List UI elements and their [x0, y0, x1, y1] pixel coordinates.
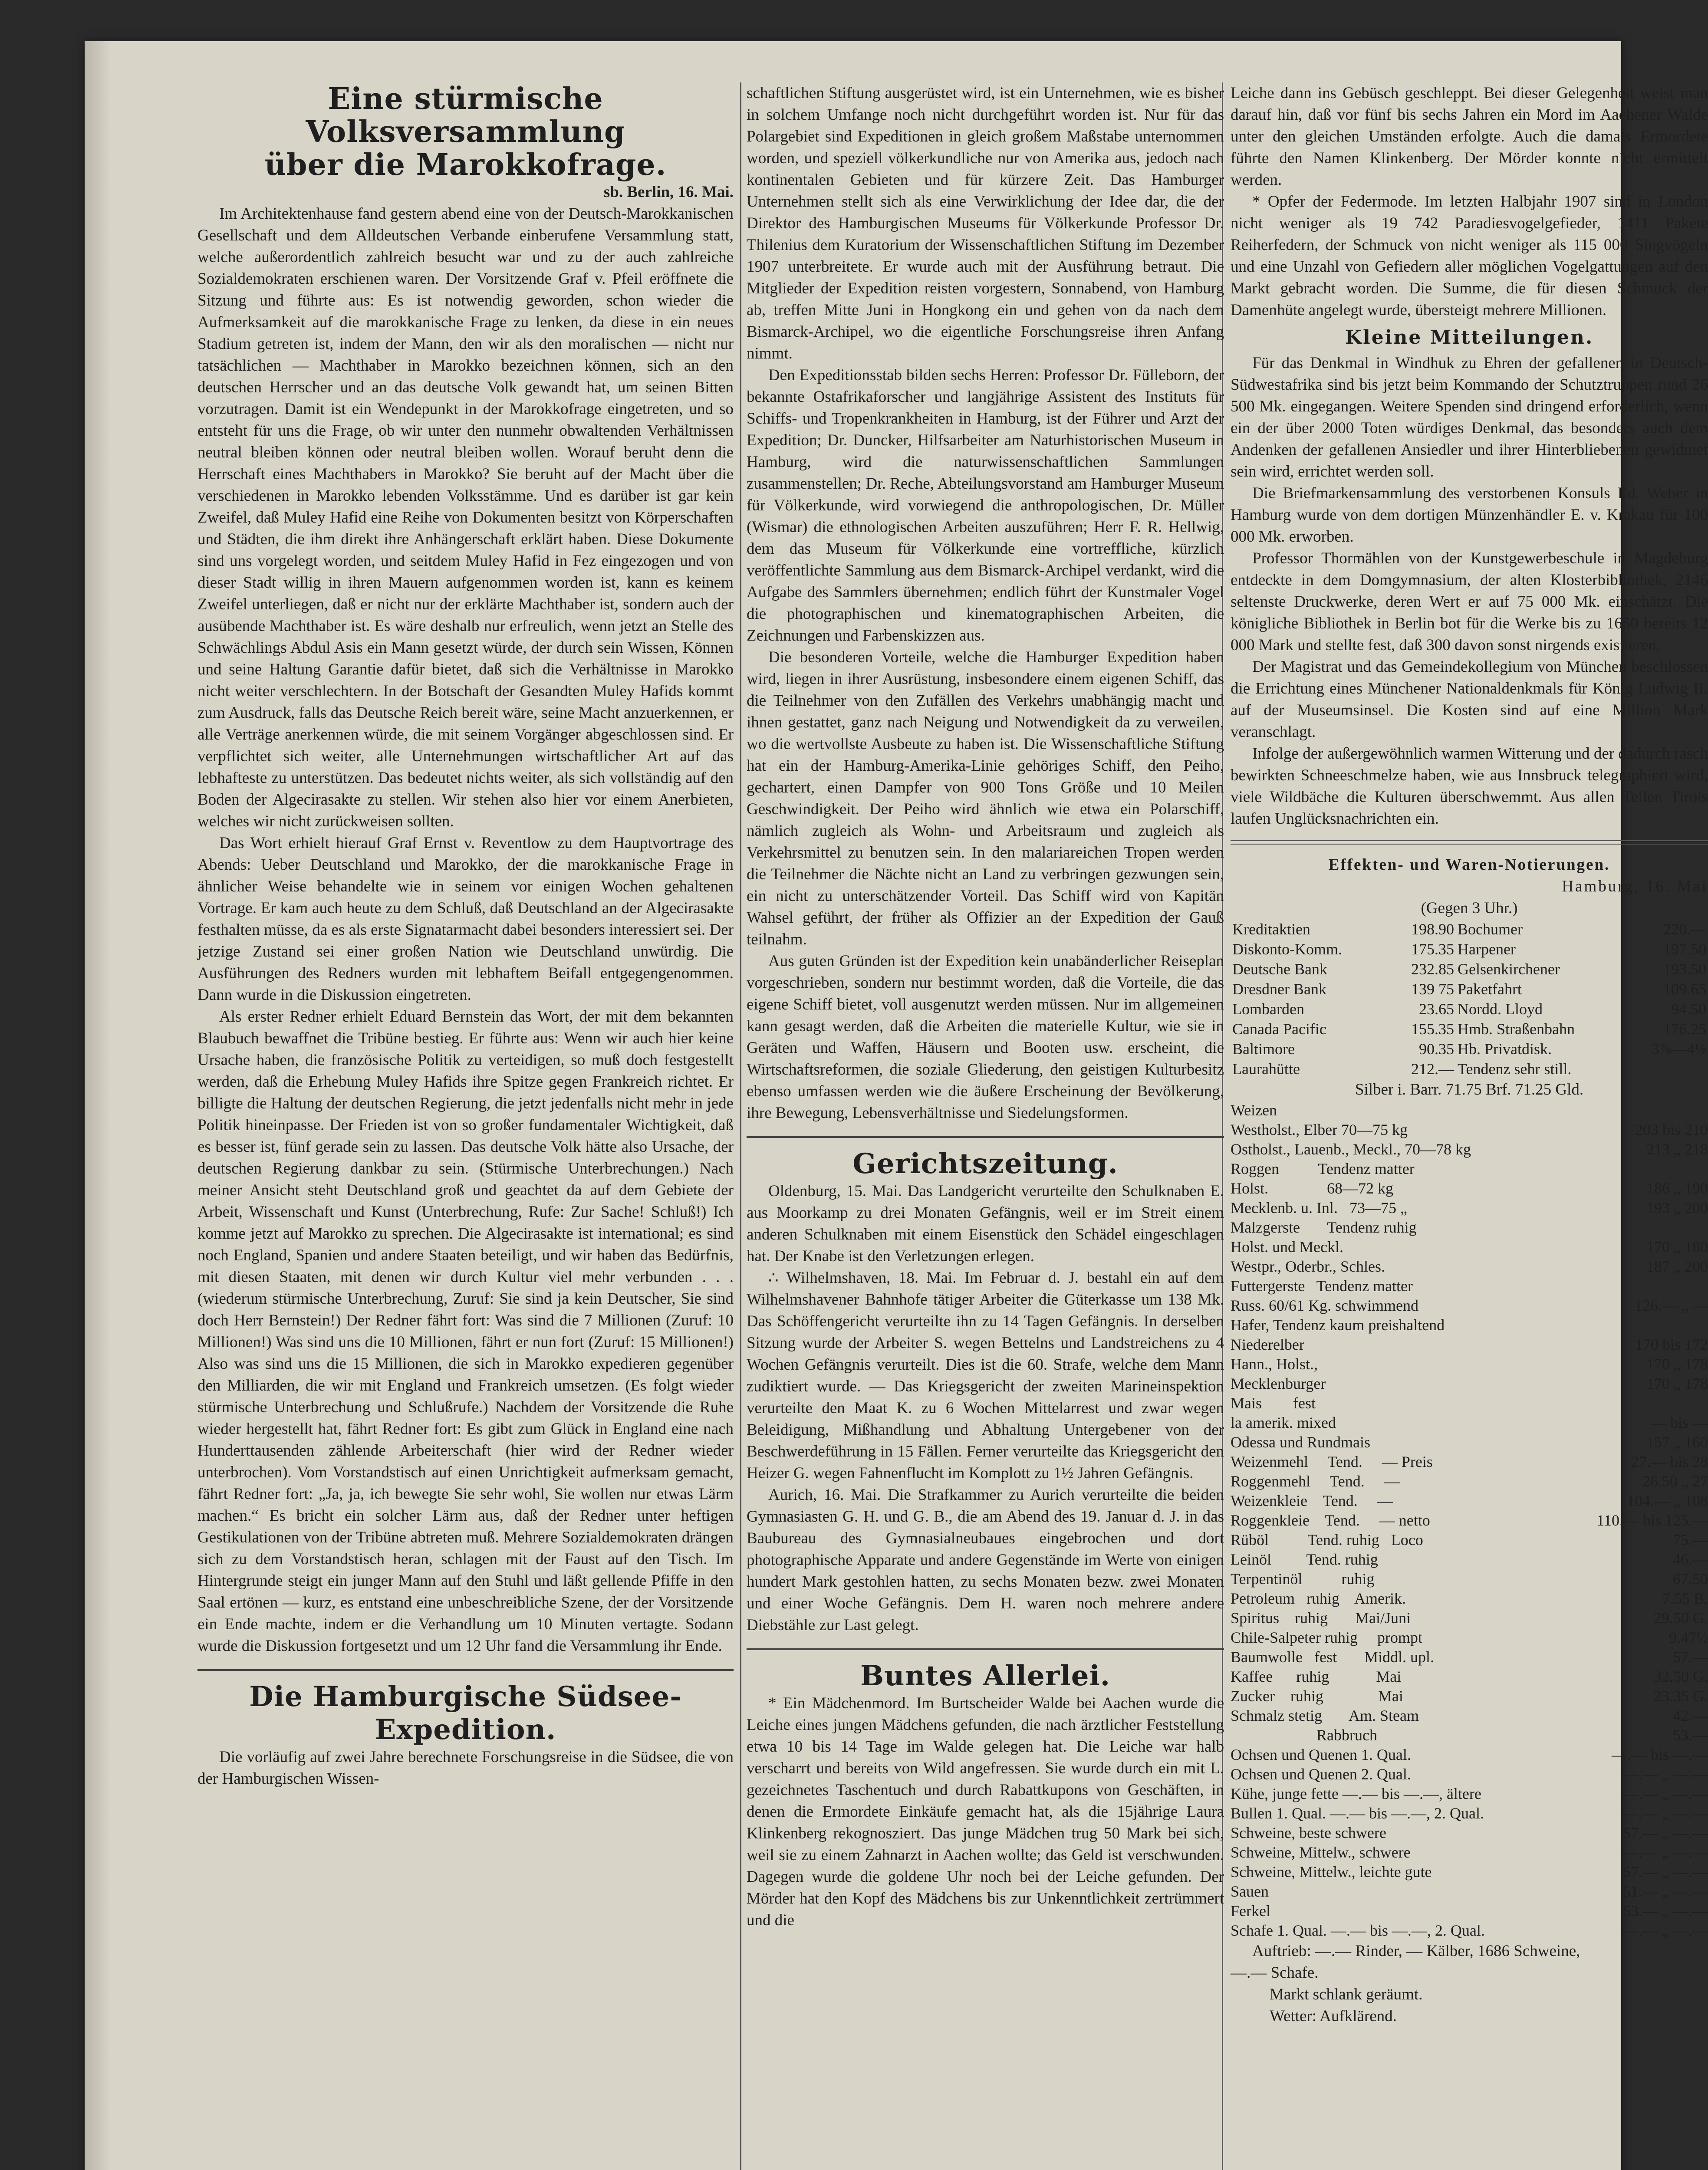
ware-name: Schmalz stetig Am. Steam	[1231, 1707, 1419, 1724]
ware-price: 213 „ 218	[1646, 1141, 1708, 1158]
ware-name: Weizenmehl Tend. — Preis	[1231, 1453, 1433, 1470]
list-item	[1231, 1394, 1708, 1413]
ware-name: Mais fest	[1231, 1394, 1316, 1412]
list-item	[1231, 1530, 1708, 1550]
ware-name: Roggenmehl Tend. —	[1231, 1473, 1400, 1490]
ware-price: 187 „ 200	[1646, 1258, 1708, 1275]
article-heading-line-2: über die Marokkofrage.	[264, 148, 667, 182]
note-paragraph: Infolge der außergewöhnlich warmen Witterung und der dadurch rasch bewirkten Schneeschmelze haben, wie aus Innsbruck telegraphiert wird, viele Wildbäche die Kulturen überschwemmt. Aus allen Teilen Tirols laufen Unglücksnachrichten ein.	[1231, 745, 1708, 828]
article-paragraph: Das Wort erhielt hierauf Graf Ernst v. Reventlow zu dem Hauptvortrage des Abends: Ueber Deutschland und Marokko, der die marokkanische Frage in ähnlicher Weise behandelte wie in seinem vor einigen Wochen gehaltenen Vortrage. Er kam auch heute zu dem Schluß, daß Deutschland an der Algecirasakte festhalten müsse, da es als erste Signatarmacht dabei besonders interessiert sei. Der jetzige Zustand sei einer großen Nation wie Deutschland unwürdig. Die Ausführungen des Redners wurden mit lebhaftem Beifall entgegengenommen. Dann wurde in die Diskussion eingetreten.	[197, 834, 734, 1004]
ware-price: 29.50 G.	[1654, 1609, 1708, 1627]
ware-price: —.— „ —.—	[1623, 1805, 1708, 1822]
article-heading-line-1: Eine stürmische Volksversammlung	[306, 82, 625, 149]
dateline: sb. Berlin, 16. Mai.	[603, 183, 734, 201]
ware-name: Ferkel	[1231, 1902, 1270, 1920]
table-row	[1231, 939, 1708, 959]
section-heading-court: Gerichtszeitung.	[852, 1147, 1118, 1180]
ware-name: Rabbruch	[1231, 1726, 1377, 1744]
stock-value: 3⅞—4⅛	[1652, 1040, 1706, 1058]
misc-report: Leiche dann ins Gebüsch geschleppt. Bei dieser Gelegenheit weist man darauf hin, daß vor fünf bis sechs Jahren ein Mord im Aachener Walde unter den gleichen Umständen erfolgte. Auch die damals Ermordete führte den Namen Klinkenberg. Der Mörder konnte nicht ermittelt werden.	[1231, 84, 1708, 189]
stock-value: 109.65	[1663, 980, 1706, 998]
ware-price: —.— „ —.—	[1623, 1922, 1708, 1939]
ware-name: Kühe, junge fette —.— bis —.—, ältere	[1231, 1785, 1481, 1802]
stock-value: 23.65	[1419, 1000, 1454, 1018]
list-item	[1231, 1413, 1708, 1433]
column-1	[197, 82, 734, 1790]
list-item	[1231, 1745, 1708, 1765]
ware-name: Petroleum ruhig Amerik.	[1231, 1590, 1406, 1607]
article-heading: Die Hamburgische Südsee-Expedition.	[249, 1680, 682, 1746]
list-item	[1231, 1589, 1708, 1608]
ware-name: Mecklenb. u. Inl. 73—75 „	[1231, 1199, 1407, 1217]
stock-name: Paketfahrt	[1458, 980, 1522, 998]
table-row	[1231, 919, 1708, 939]
column-rule	[740, 82, 741, 2170]
ware-name: Futtergerste Tendenz matter	[1231, 1277, 1413, 1295]
ware-price: 67.50	[1673, 1570, 1708, 1588]
ware-name: Kaffee ruhig Mai	[1231, 1668, 1402, 1685]
ware-price: 46.—	[1673, 1551, 1708, 1568]
list-item	[1231, 1452, 1708, 1472]
list-item	[1231, 1140, 1708, 1159]
list-item	[1231, 1706, 1708, 1726]
ware-price: 57.—	[1673, 1648, 1708, 1666]
list-item	[1231, 1765, 1708, 1784]
list-item	[1231, 1843, 1708, 1862]
ware-price: 170 „ 178	[1646, 1375, 1708, 1392]
section-separator	[1231, 840, 1708, 845]
ware-name: Sauen	[1231, 1883, 1269, 1900]
stock-value: 197.50	[1663, 940, 1706, 958]
stock-table	[1231, 919, 1708, 1079]
stock-name: Nordd. Lloyd	[1458, 1000, 1543, 1018]
table-row	[1231, 979, 1708, 999]
list-item	[1231, 1862, 1708, 1882]
stock-name: Hb. Privatdisk.	[1458, 1040, 1552, 1058]
list-item	[1231, 1179, 1708, 1198]
ware-name: Spiritus ruhig Mai/Juni	[1231, 1609, 1411, 1627]
stock-name: Baltimore	[1232, 1040, 1295, 1058]
ware-price: 32.50 G.	[1654, 1668, 1708, 1685]
ware-name: Hafer, Tendenz kaum preishaltend	[1231, 1316, 1445, 1334]
ware-name: Baumwolle fest Middl. upl.	[1231, 1648, 1434, 1666]
ware-price: 126.— „ —	[1635, 1297, 1708, 1314]
list-item	[1231, 1257, 1708, 1276]
section-heading-notes: Kleine Mitteilungen.	[1345, 326, 1594, 349]
list-item	[1231, 1901, 1708, 1921]
wares-list	[1231, 1101, 1708, 1940]
ware-name: Roggenkleie Tend. — netto	[1231, 1512, 1430, 1529]
ware-price: 193 „ 200	[1646, 1199, 1708, 1217]
ware-name: Malzgerste Tendenz ruhig	[1231, 1219, 1417, 1236]
stock-value: 212.—	[1411, 1060, 1454, 1078]
newspaper-page	[85, 41, 1708, 2170]
stock-name: Kreditaktien	[1232, 921, 1310, 938]
table-row	[1231, 959, 1708, 979]
list-item	[1231, 1296, 1708, 1315]
list-item	[1231, 1550, 1708, 1569]
ware-name: Ochsen und Quenen 2. Qual.	[1231, 1766, 1411, 1783]
list-item	[1231, 1882, 1708, 1901]
stock-value: 155.35	[1411, 1020, 1454, 1038]
ware-name: Rüböl Tend. ruhig Loco	[1231, 1531, 1423, 1549]
list-item	[1231, 1120, 1708, 1140]
list-item	[1231, 1218, 1708, 1237]
ware-price: 7.55 B.	[1662, 1590, 1708, 1607]
ware-price: 110.— bis 125.—	[1596, 1512, 1708, 1529]
ware-name: Schafe 1. Qual. —.— bis —.—, 2. Qual.	[1231, 1922, 1485, 1939]
list-item	[1231, 1237, 1708, 1257]
table-row	[1231, 999, 1708, 1019]
stock-value: 193.50	[1663, 960, 1706, 978]
list-item	[1231, 1472, 1708, 1491]
ware-price: 9.47½	[1669, 1629, 1708, 1646]
list-item	[1231, 1823, 1708, 1843]
list-item	[1231, 1159, 1708, 1179]
list-item	[1231, 1315, 1708, 1335]
ware-price: 42.—	[1673, 1707, 1708, 1724]
ware-price: 170 „ 178	[1646, 1355, 1708, 1373]
ware-price: —.— „ —.—	[1623, 1785, 1708, 1802]
ware-price: 51.— „ —.—	[1623, 1883, 1708, 1900]
note-paragraph: Für das Denkmal in Windhuk zu Ehren der gefallenen in Deutsch-Südwestafrika sind bis jetzt beim Kommando der Schutztruppen rund 26 500 Mk. eingegangen. Weitere Spenden sind dringend erforderlich, wenn ein der über 2000 Toten würdiges Denkmal, das besonders auch dem Andenken der gefallenen Ansiedler und ihrer Hinterbliebenen gewidmet sein wird, errichtet werden soll.	[1231, 354, 1708, 480]
ware-price: —.— „ —.—	[1623, 1844, 1708, 1861]
list-item	[1231, 1335, 1708, 1355]
ware-name: Westholst., Elber 70—75 kg	[1231, 1121, 1408, 1138]
ware-name: Roggen Tendenz matter	[1231, 1160, 1415, 1177]
stock-name: Lombarden	[1232, 1000, 1304, 1018]
market-place-date: Hamburg, 16. Mai	[1562, 878, 1708, 895]
ware-name: Weizen	[1231, 1101, 1277, 1119]
list-item	[1231, 1276, 1708, 1296]
ware-name: Ostholst., Lauenb., Meckl., 70—78 kg	[1231, 1141, 1471, 1158]
market-footer: Wetter: Aufklärend.	[1270, 2007, 1397, 2025]
market-footer: Markt schlank geräumt.	[1270, 1986, 1423, 2003]
stock-value: 175.35	[1411, 940, 1454, 958]
ware-name: Ochsen und Quenen 1. Qual.	[1231, 1746, 1411, 1763]
list-item	[1231, 1433, 1708, 1452]
ware-price: 186 „ 190	[1646, 1180, 1708, 1197]
list-item	[1231, 1198, 1708, 1218]
list-item	[1231, 1374, 1708, 1394]
article-paragraph: Die vorläufig auf zwei Jahre berechnete Forschungsreise in die Südsee, die von der Hamburgischen Wissen-	[197, 1748, 734, 1788]
ware-name: Russ. 60/61 Kg. schwimmend	[1231, 1297, 1419, 1314]
list-item	[1231, 1667, 1708, 1687]
ware-price: —.— „ —.—	[1623, 1766, 1708, 1783]
stock-name: Gelsenkirchener	[1458, 960, 1560, 978]
table-row	[1231, 1039, 1708, 1059]
table-row	[1231, 1019, 1708, 1039]
article-paragraph: Im Architektenhause fand gestern abend eine von der Deutsch-Marokkanischen Gesellschaft und dem Alldeutschen Verbande einberufene Versammlung statt, welche außerordentlich zahlreich besucht war und zu der auch zahlreiche Sozialdemokraten erschienen waren. Der Vorsitzende Graf v. Pfeil eröffnete die Sitzung und führte aus: Es ist notwendig geworden, schon wieder die Aufmerksamkeit auf die marokkanische Frage zu lenken, da diese in ein neues Stadium getreten ist, indem der Mann, den wir als den moralischen — nicht nur tatsächlichen — Machthaber in Marokko bezeichnen können, sich an den deutschen Herrscher und an das deutsche Volk gewandt hat, um seinen Bitten vorzutragen. Damit ist ein Wendepunkt in der Marokkofrage eingetreten, und so entsteht für uns die Frage, ob wir unter den nunmehr obwaltenden Verhältnissen neutral bleiben können oder neutral bleiben wollen. Worauf beruht denn die Herrschaft eines Machthabers in Marokko? Sie beruht auf der Macht über die verschiedenen in Marokko lebenden Volksstämme. Und es darüber ist gar kein Zweifel, daß Muley Hafid eine Reihe von Dokumenten besitzt von Körperschaften und Städten, die ihm direkt ihre Anhängerschaft erklärt haben. Diese Dokumente sind uns vorgelegt worden, und seitdem Muley Hafid in Fez eingezogen und von dieser Stadt willig in ihren Mauern aufgenommen worden ist, kann es keinem Zweifel unterliegen, daß er nicht nur der erklärte Machthaber ist, sondern auch der ausübende Machthaber ist. Es wäre deshalb nur erfreulich, wenn jetzt an Stelle des Schwächlings Abdul Asis ein Mann gesetzt würde, der durch sein Wissen, Können und seine Haltung Garantie dafür bietet, daß sich die Verhältnisse in Marokko nicht weiter verschlechtern. In der Botschaft der Gesandten Muley Hafids kommt zum Ausdruck, falls das Deutsche Reich bereit wäre, seine Macht anzuerkennen, er alle Verträge anerkennen würde, die mit seinem Vorgänger abgeschlossen sind. Er verpflichtet sich weiter, alle Unternehmungen wirtschaftlicher Art auf das lebhafteste zu unterstützen. Das bedeutet nichts weiter, als sich vollständig auf den Boden der Algecirasakte zu stellen. Wir stehen also hier vor einem Anerbieten, welches wir nicht zurückweisen sollten.	[197, 205, 734, 830]
ware-name: Mecklenburger	[1231, 1375, 1326, 1392]
stock-value: 90.35	[1419, 1040, 1454, 1058]
list-item	[1231, 1628, 1708, 1647]
ware-name: Schweine, beste schwere	[1231, 1824, 1386, 1841]
article-paragraph: schaftlichen Stiftung ausgerüstet wird, ist ein Unternehmen, wie es bisher in solchem Umfange noch nicht durchgeführt worden ist. Nur für das Polargebiet sind Expeditionen in gleich großem Maßstabe unternommen worden, und speziell völkerkundliche nur von Amerika aus, jedoch nach kontinentalen Gebieten und für kürzere Zeit. Das Hamburger Unternehmen stellt sich als eine Verwirklichung der Idee dar, die der Direktor des Hamburgischen Museums für Völkerkunde Professor Dr. Thilenius dem Kuratorium der Wissenschaftlichen Stiftung im Dezember 1907 unterbreitete. Er wurde auch mit der Ausführung betraut. Die Mitglieder der Expedition reisten vorgestern, Sonnabend, von Hamburg ab, treffen Mitte Juni in Hongkong ein und gehen von da nach dem Bismarck-Archipel, wo die eigentliche Forschungsreise ihren Anfang nimmt.	[747, 84, 1224, 362]
ware-price: 26.50 „ 27	[1642, 1473, 1708, 1490]
column-3	[1231, 82, 1708, 2027]
ware-price: 57.— „ —.—	[1623, 1824, 1708, 1841]
ware-price: 104.— „ 108	[1627, 1492, 1708, 1509]
list-item	[1231, 1921, 1708, 1940]
ware-name: Schweine, Mittelw., schwere	[1231, 1844, 1411, 1861]
ware-price: 23.35 G.	[1654, 1687, 1708, 1705]
stock-name: Hmb. Straßenbahn	[1458, 1020, 1575, 1038]
stock-value: 139 75	[1411, 980, 1454, 998]
stock-value: 176.25	[1663, 1020, 1706, 1038]
court-report: Oldenburg, 15. Mai. Das Landgericht verurteilte den Schulknaben E. aus Moorkamp zu drei Monaten Gefängnis, weil er im Streit einem anderen Schulknaben mit einem Eisenstück den Schädel eingeschlagen hat. Der Knabe ist den Verletzungen erlegen.	[747, 1182, 1224, 1265]
ware-name: Holst. und Meckl.	[1231, 1238, 1343, 1256]
misc-report: * Ein Mädchenmord. Im Burtscheider Walde bei Aachen wurde die Leiche eines jungen Mädchens gefunden, die nach ärztlicher Feststellung etwa 10 bis 14 Tage im Walde gelegen hat. Die Leiche war halb verscharrt und bereits von Wild angefressen. Sie wurde durch ein mit L. gezeichnetes Taschentuch und durch Rabattkupons von Geschäften, in denen die Ermordete Einkäufe gemacht hat, als die 15jährige Laura Klinkenberg rekognosziert. Das junge Mädchen trug 50 Mark bei sich, weil sie zu einem Zahnarzt in Aachen wollte; das Geld ist verschwunden. Dagegen wurde die goldene Uhr noch bei der Leiche gefunden. Der Mörder hat den Kopf des Mädchens bis zur Unkenntlichkeit zertrümmert und die	[747, 1694, 1224, 1929]
section-separator	[747, 1648, 1224, 1650]
page-spine-shadow	[85, 41, 111, 2170]
table-row	[1231, 1059, 1708, 1079]
ware-name: Leinöl Tend. ruhig	[1231, 1551, 1378, 1568]
stock-name: Deutsche Bank	[1232, 960, 1327, 978]
stock-name: Laurahütte	[1232, 1060, 1300, 1078]
market-tendency: Tendenz sehr still.	[1458, 1060, 1572, 1078]
stock-name: Dresdner Bank	[1232, 980, 1326, 998]
ware-name: la amerik. mixed	[1231, 1414, 1336, 1431]
ware-price: 53.—	[1673, 1726, 1708, 1744]
list-item	[1231, 1608, 1708, 1628]
list-item	[1231, 1687, 1708, 1706]
ware-price: — bis —	[1650, 1414, 1708, 1431]
list-item	[1231, 1647, 1708, 1667]
ware-name: Hann., Holst.,	[1231, 1355, 1318, 1373]
market-heading: Effekten- und Waren-Notierungen.	[1328, 856, 1610, 874]
stock-name: Canada Pacific	[1232, 1020, 1326, 1038]
ware-price: 170 „ 180	[1646, 1238, 1708, 1256]
ware-name: Bullen 1. Qual. —.— bis —.—, 2. Qual.	[1231, 1805, 1484, 1822]
list-item	[1231, 1569, 1708, 1589]
stock-name: Bochumer	[1458, 921, 1523, 938]
note-paragraph: Die Briefmarkensammlung des verstorbenen Konsuls Ed. Weber in Hamburg wurde von dem dortigen Münzenhändler E. v. Krakau für 100 000 Mk. erworben.	[1231, 484, 1708, 546]
ware-name: Zucker ruhig Mai	[1231, 1687, 1403, 1705]
stock-value: 94.50	[1671, 1000, 1706, 1018]
ware-price: 157 „ 160	[1646, 1434, 1708, 1451]
ware-price: 27.— bis 28	[1631, 1453, 1708, 1470]
ware-price: 170 bis 172	[1635, 1336, 1708, 1353]
ware-name: Westpr., Oderbr., Schles.	[1231, 1258, 1385, 1275]
article-paragraph: Den Expeditionsstab bilden sechs Herren: Professor Dr. Fülleborn, der bekannte Ostafrikaforscher und langjährige Assistent des Instituts für Schiffs- und Tropenkrankheiten in Hamburg, ist der Führer und Arzt der Expedition; Dr. Duncker, Hilfsarbeiter am Naturhistorischen Museum in Hamburg, wird die naturwissenschaftlichen Sammlungen zusammenstellen; Dr. Reche, Abteilungsvorstand am Hamburger Museum für Völkerkunde, wird vorwiegend die anthropologischen, Dr. Müller (Wismar) die ethnologischen Arbeiten auszuführen; Herr F. R. Hellwig, dem das Museum für Völkerkunde eine vortreffliche, kürzlich veröffentlichte Sammlung aus dem Bismarck-Archipel verdankt, wird die Aufgabe des Sammlers übernehmen; endlich führt der Kunstmaler Vogel die photographischen und kinematographischen Arbeiten, die Zeichnungen und Farbenskizzen aus.	[747, 366, 1224, 644]
ware-name: Odessa und Rundmais	[1231, 1434, 1370, 1451]
ware-price: 75.—	[1673, 1531, 1708, 1549]
ware-price: 53.— „ —.—	[1623, 1902, 1708, 1920]
column-2	[747, 82, 1224, 1931]
list-item	[1231, 1101, 1708, 1120]
ware-name: Niederelber	[1231, 1336, 1304, 1353]
article-paragraph: Aus guten Gründen ist der Expedition kein unabänderlicher Reiseplan vorgeschrieben, sondern nur bestimmt worden, daß die Vorteile, die das eigene Schiff bietet, voll ausgenutzt werden müssen. Nur im allgemeinen kann gesagt werden, daß die Arbeiten die materielle Kultur, wie sie in Geräten und Waffen, Häusern und Booten usw. erscheint, die Wirtschaftsreformen, die soziale Gliederung, den geistigen Kulturbesitz ebenso umfassen werden wie die äußere Erscheinung der Bevölkerung, ihre Bewegung, Lebensverhältnisse und Siedelungsformen.	[747, 952, 1224, 1122]
note-paragraph: Professor Thormählen von der Kunstgewerbeschule in Magdeburg entdeckte in dem Domgymnasium, der alten Klosterbibliothek, 2146 seltenste Druckwerke, deren Wert er auf 75 000 Mk. einschätzt. Die königliche Bibliothek in Berlin bot für die Werke bis zu 1650 bereits 12 000 Mark und stellte fest, daß 300 davon sonst nirgends existieren.	[1231, 549, 1708, 654]
ware-price: 57.— „ —.—	[1623, 1863, 1708, 1881]
market-footer: —.— Schafe.	[1231, 1964, 1319, 1982]
market-footer: Auftrieb: —.— Rinder, — Kälber, 1686 Schweine,	[1252, 1942, 1580, 1960]
ware-price: 203 bis 210	[1635, 1121, 1708, 1138]
stock-name: Harpener	[1458, 940, 1516, 958]
court-report: ∴ Wilhelmshaven, 18. Mai. Im Februar d. J. bestahl ein auf dem Wilhelmshavener Bahnhofe tätiger Arbeiter die Güterkasse um 138 Mk. Das Schöffengericht verurteilte ihn zu 14 Tagen Gefängnis. In derselben Sitzung wurde der Arbeiter S. wegen Bettelns und Landstreichens zu 4 Wochen Gefängnis verurteilt. Dies ist die 60. Strafe, welche dem Mann zudiktiert wurde. — Das Kriegsgericht der zweiten Marineinspektion verurteilte den Maat K. zu 6 Wochen Mittelarrest und zwar wegen Beleidigung, Mißhandlung und Abhaltung Untergebener von der Beschwerdeführung in 15 Fällen. Ferner verurteilte das Kriegsgericht den Heizer G. wegen Fahnenflucht im Komplott zu 1½ Jahren Gefängnis.	[747, 1269, 1224, 1482]
market-time: (Gegen 3 Uhr.)	[1421, 899, 1518, 917]
silver-quote: Silber i. Barr. 71.75 Brf. 71.25 Gld.	[1355, 1081, 1584, 1098]
ware-name: Terpentinöl ruhig	[1231, 1570, 1375, 1588]
article-paragraph: Die besonderen Vorteile, welche die Hamburger Expedition haben wird, liegen in ihrer Ausrüstung, insbesondere einem eigenen Schiff, das die Teilnehmer von den Zufällen des Verkehrs unabhängig macht und ihnen gestattet, ganz nach Neigung und Notwendigkeit da zu verweilen, wo die wertvollste Ausbeute zu haben ist. Die Wissenschaftliche Stiftung hat ein der Hamburg-Amerika-Linie gehöriges Schiff, den Peiho, gechartert, einen Dampfer von 900 Tons Größe und 10 Meilen Geschwindigkeit. Der Peiho wird ähnlich wie etwa ein Polarschiff, nämlich zugleich als Wohn- und Arbeitsraum und zugleich als Verkehrsmittel zu benutzen sein. In den malariareichen Tropen werden die Teilnehmer die Nächte nicht an Land zu verbringen gezwungen sein, ein nicht zu unterschätzender Vorteil. Das Schiff wird von Kapitän Wahsel geführt, der früher als Offizier an der Expedition der Gauß teilnahm.	[747, 648, 1224, 948]
misc-report: * Opfer der Federmode. Im letzten Halbjahr 1907 sind in London nicht weniger als 19 742 Paradiesvogelgefieder, 1411 Pakete Reiherfedern, der Schmuck von nicht weniger als 115 000 Singvögeln und eine Unzahl von Gefiedern aller möglichen Vogelgattungen auf den Markt gebracht worden. Die Summe, die für diesen Schmuck der Damenhüte angelegt wurde, übersteigt mehrere Millionen.	[1231, 193, 1708, 319]
article-paragraph: Als erster Redner erhielt Eduard Bernstein das Wort, der mit dem bekannten Blaubuch bewaffnet die Tribüne bestieg. Er führte aus: Wenn wir auch hier keine Ursache haben, die französische Politik zu verteidigen, so muß doch festgestellt werden, daß die Erhebung Muley Hafids ihre Spitze gegen Frankreich richtet. Er billigte die Haltung der deutschen Regierung, die jetzt jedenfalls nicht mehr in jede Politik hineinpasse. Der Frieden ist von so großer fundamentaler Wichtigkeit, daß es besser ist, fünf gerade sein zu lassen. Das deutsche Volk hätte also Ursache, der deutschen Regierung dankbar zu sein. (Stürmische Unterbrechungen.) Nach meiner Ansicht steht Deutschland groß und geachtet da auf dem Gebiete der Arbeit, Wissenschaft und Kunst (Unterbrechung, Rufe: Zur Sache! Schluß!) Ich komme jetzt auf Marokko zu sprechen. Die Algecirasakte ist international; es sind noch England, Spanien und andere Staaten beteiligt, und wir haben das Bedürfnis, mit diesen Staaten, mit denen wir durch Kultur viel mehr verbunden . . . (wiederum stürmische Unterbrechung, Zuruf: Sie sind ja kein Deutscher, Sie sind doch Herr Bernstein!) Der Redner fährt fort: Was sind die 7 Millionen (Zuruf: 10 Millionen!) Was sind uns die 10 Millionen, fährt er nun fort (Zuruf: 15 Millionen!) Also was sind uns die 15 Millionen, die sich in Marokko expedieren gegenüber den Milliarden, die wir mit England und Frankreich umsetzen. (Es folgt wieder stürmische Unterbrechung und Schlußrufe.) Nachdem der Vorsitzende die Ruhe wieder hergestellt hat, fährt Redner fort: Es gibt zum Glück in England eine nach Hunderttausenden zählende Arbeiterschaft (hier wird der Redner wieder unterbrochen). Vom Vorstandstisch auf einen Unrichtigkeit aufmerksam gemacht, fährt Redner fort: „Ja, ja, ich bewegte Sie sehr wohl, Sie wollen nur etwas Lärm machen.“ Es bricht ein solcher Lärm aus, daß der Redner unter heftigen Gestikulationen von der Tribüne abtreten muß. Mehrere Sozialdemokraten drängen sich zu dem Vorstandstisch heran, schlagen mit der Faust auf den Tisch. Im Hintergrunde steigt ein junger Mann auf den Stuhl und läßt gellende Pfiffe in den Saal ertönen — kurz, es entstand eine unbeschreibliche Szene, der der Vorsitzende ein Ende machte, indem er die Verhandlung um 10 Minuten vertagte. Sodann wurde die Diskussion fortgesetzt und um 12 Uhr fand die Versammlung ihr Ende.	[197, 1008, 734, 1655]
stock-value: 220.—	[1663, 921, 1706, 938]
ware-name: Chile-Salpeter ruhig prompt	[1231, 1629, 1422, 1646]
list-item	[1231, 1726, 1708, 1745]
list-item	[1231, 1491, 1708, 1511]
stock-value: 198.90	[1411, 921, 1454, 938]
list-item	[1231, 1804, 1708, 1823]
ware-name: Holst. 68—72 kg	[1231, 1180, 1394, 1197]
ware-name: Schweine, Mittelw., leichte gute	[1231, 1863, 1432, 1881]
section-separator	[747, 1136, 1224, 1138]
list-item	[1231, 1784, 1708, 1804]
stock-value: 232.85	[1411, 960, 1454, 978]
list-item	[1231, 1511, 1708, 1530]
stock-name: Diskonto-Komm.	[1232, 940, 1343, 958]
ware-price: —.— bis —.—	[1611, 1746, 1708, 1763]
section-separator	[197, 1669, 734, 1671]
note-paragraph: Der Magistrat und das Gemeindekollegium von München beschlossen die Errichtung eines Münchener Nationaldenkmals für König Ludwig II. auf der Museumsinsel. Die Kosten sind auf eine Million Mark veranschlagt.	[1231, 658, 1708, 741]
ware-name: Weizenkleie Tend. —	[1231, 1492, 1393, 1509]
court-report: Aurich, 16. Mai. Die Strafkammer zu Aurich verurteilte die beiden Gymnasiasten G. H. und G. B., die am Abend des 19. Januar d. J. in das Baubureau des Gymnasialneubaues eingebrochen und dort photographische Apparate und andere Gegenstände im Werte von einigen hundert Mark gestohlen hatten, zu sechs Monaten bezw. zwei Monaten und einer Woche Gefängnis. Dem H. waren noch mehrere andere Diebstähle zur Last gelegt.	[747, 1486, 1224, 1634]
list-item	[1231, 1355, 1708, 1374]
section-heading-misc: Buntes Allerlei.	[860, 1660, 1111, 1692]
